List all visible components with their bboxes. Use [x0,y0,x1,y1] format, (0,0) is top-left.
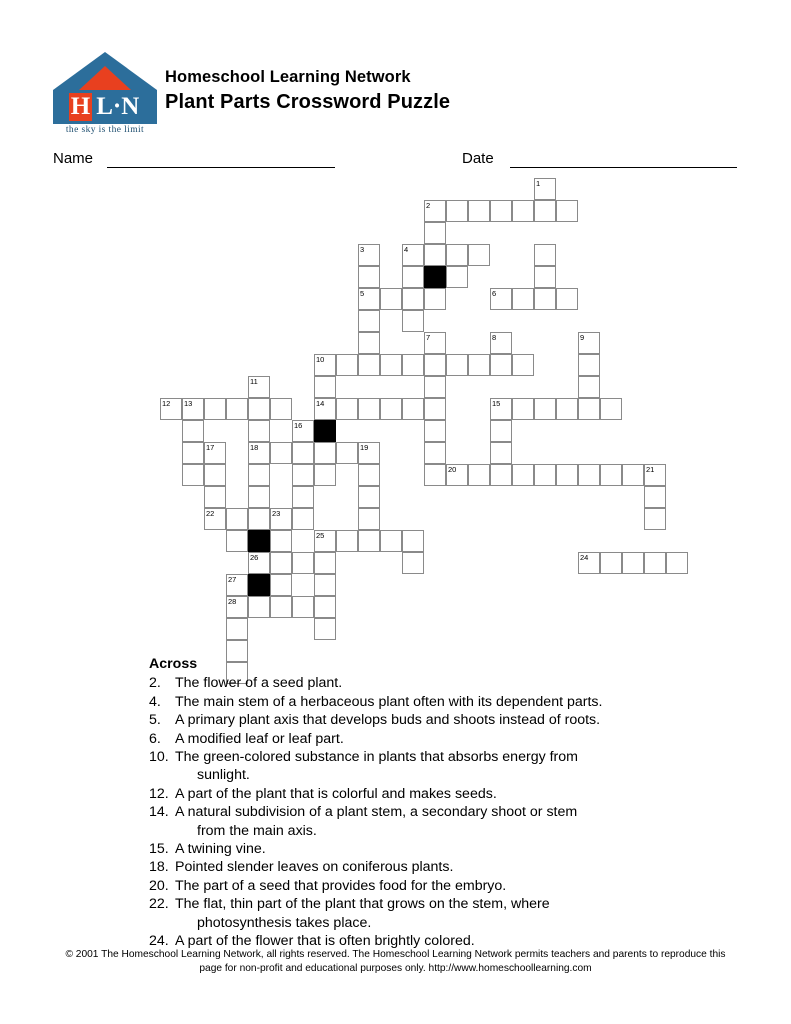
crossword-cell[interactable] [578,332,600,354]
crossword-cell[interactable] [314,398,336,420]
crossword-cell[interactable] [490,200,512,222]
crossword-cell[interactable] [314,530,336,552]
crossword-cell[interactable] [424,332,446,354]
crossword-cell[interactable] [424,222,446,244]
across-clue [149,748,709,785]
cell-number: 14 [316,399,325,408]
crossword-cell[interactable] [314,552,336,574]
across-clue [149,858,709,876]
clue-number: 24. [149,933,169,950]
across-clue [149,803,709,840]
crossword-cell[interactable] [534,398,556,420]
clue-number: 14. [149,804,169,821]
crossword-cell[interactable] [292,552,314,574]
crossword-cell[interactable] [336,530,358,552]
crossword-cell[interactable] [644,552,666,574]
crossword-cell[interactable] [292,464,314,486]
clue-text: A part of the plant that is colorful and makes seeds. [175,785,497,802]
crossword-cell[interactable] [490,332,512,354]
crossword-cell[interactable] [270,398,292,420]
crossword-cell[interactable] [424,442,446,464]
crossword-cell[interactable] [534,288,556,310]
cell-number: 24 [580,553,589,562]
clue-number: 18. [149,859,169,876]
crossword-cell[interactable] [424,376,446,398]
crossword-cell[interactable] [424,398,446,420]
crossword-cell[interactable] [446,464,468,486]
crossword-cell[interactable] [534,244,556,266]
clue-text: The flat, thin part of the plant that grows on the stem, where photosynthesis takes place. [175,895,709,932]
crossword-cell[interactable] [490,398,512,420]
crossword-cell[interactable] [578,376,600,398]
crossword-cell[interactable] [358,486,380,508]
crossword-cell[interactable] [204,508,226,530]
crossword-cell[interactable] [358,398,380,420]
crossword-cell[interactable] [402,530,424,552]
crossword-cell[interactable] [292,596,314,618]
org-title: Homeschool Learning Network [165,68,411,86]
crossword-cell[interactable] [578,354,600,376]
crossword-cell[interactable] [534,200,556,222]
crossword-cell[interactable] [292,508,314,530]
crossword-cell[interactable] [600,552,622,574]
crossword-cell[interactable] [556,288,578,310]
crossword-cell[interactable] [490,442,512,464]
crossword-cell[interactable] [512,288,534,310]
crossword-cell[interactable] [314,618,336,640]
crossword-cell[interactable] [468,464,490,486]
crossword-cell[interactable] [380,288,402,310]
across-clue [149,711,709,729]
crossword-cell[interactable] [182,398,204,420]
crossword-cell[interactable] [226,398,248,420]
crossword-cell[interactable] [270,530,292,552]
crossword-cell[interactable] [622,552,644,574]
clue-number: 4. [149,693,161,710]
across-clue [149,674,709,692]
crossword-cell[interactable] [270,508,292,530]
clue-text-continued: photosynthesis takes place. [197,914,372,931]
crossword-cell[interactable] [270,596,292,618]
clue-text-continued: sunlight. [197,767,250,784]
crossword-cell[interactable] [490,420,512,442]
crossword-cell[interactable] [248,596,270,618]
cell-number: 19 [360,443,369,452]
crossword-cell[interactable] [292,486,314,508]
crossword-cell[interactable] [512,200,534,222]
cell-number: 18 [250,443,259,452]
clue-text: A primary plant axis that develops buds and shoots instead of roots. [175,712,601,729]
crossword-blocked-cell [248,530,270,552]
clue-number: 2. [149,675,161,692]
crossword-cell[interactable] [358,354,380,376]
crossword-cell[interactable] [270,442,292,464]
across-clue [149,730,709,748]
crossword-cell[interactable] [666,552,688,574]
crossword-cell[interactable] [600,398,622,420]
crossword-cell[interactable] [292,420,314,442]
crossword-cell[interactable] [424,244,446,266]
clue-text: A modified leaf or leaf part. [175,730,344,747]
across-clue [149,785,709,803]
crossword-cell[interactable] [446,200,468,222]
crossword-cell[interactable] [226,508,248,530]
crossword-cell[interactable] [358,508,380,530]
crossword-cell[interactable] [578,398,600,420]
crossword-cell[interactable] [446,354,468,376]
crossword-cell[interactable] [182,420,204,442]
crossword-cell[interactable] [336,442,358,464]
cell-number: 27 [228,575,237,584]
crossword-cell[interactable] [358,464,380,486]
logo-letter-ln: L·N [96,93,140,120]
crossword-cell[interactable] [226,618,248,640]
logo-letter-h: H [70,93,91,120]
cell-number: 17 [206,443,215,452]
cell-number: 3 [360,245,365,254]
clue-text: Pointed slender leaves on coniferous plants. [175,859,454,876]
crossword-cell[interactable] [248,420,270,442]
cell-number: 6 [492,289,497,298]
cell-number: 22 [206,509,215,518]
clue-text: A twining vine. [175,841,266,858]
cell-number: 15 [492,399,501,408]
crossword-cell[interactable] [358,310,380,332]
footer-line-2: page for non-profit and educational purposes only. http://www.homeschoollearning.com [199,962,592,974]
clue-text-continued: from the main axis. [197,822,317,839]
crossword-cell[interactable] [424,200,446,222]
cell-number: 12 [162,399,171,408]
across-clue [149,693,709,711]
crossword-blocked-cell [424,266,446,288]
crossword-cell[interactable] [600,464,622,486]
crossword-cell[interactable] [204,398,226,420]
clue-number: 6. [149,730,161,747]
crossword-cell[interactable] [644,464,666,486]
crossword-cell[interactable] [314,464,336,486]
cell-number: 4 [404,245,409,254]
crossword-cell[interactable] [534,266,556,288]
clue-text: A natural subdivision of a plant stem, a secondary shoot or stem from the main axis. [175,803,709,840]
crossword-cell[interactable] [358,288,380,310]
across-clue-list [149,674,709,950]
cell-number: 10 [316,355,325,364]
clue-text: The main stem of a herbaceous plant often with its dependent parts. [175,693,603,710]
crossword-cell[interactable] [314,376,336,398]
cell-number: 5 [360,289,365,298]
crossword-cell[interactable] [424,354,446,376]
crossword-cell[interactable] [358,332,380,354]
clue-text: A part of the flower that is often brightly colored. [175,933,475,950]
clue-number: 12. [149,785,169,802]
cell-number: 13 [184,399,193,408]
crossword-cell[interactable] [226,596,248,618]
cell-number: 23 [272,509,281,518]
crossword-cell[interactable] [182,464,204,486]
crossword-cell[interactable] [204,442,226,464]
cell-number: 28 [228,597,237,606]
clue-number: 5. [149,712,161,729]
crossword-cell[interactable] [402,354,424,376]
clue-text: The flower of a seed plant. [175,675,343,692]
crossword-cell[interactable] [424,288,446,310]
crossword-cell[interactable] [490,464,512,486]
cell-number: 21 [646,465,655,474]
crossword-cell[interactable] [226,574,248,596]
crossword-cell[interactable] [380,354,402,376]
crossword-cell[interactable] [226,530,248,552]
crossword-cell[interactable] [336,354,358,376]
crossword-cell[interactable] [248,552,270,574]
crossword-cell[interactable] [424,464,446,486]
across-clue [149,895,709,932]
crossword-cell[interactable] [314,354,336,376]
crossword-cell[interactable] [622,464,644,486]
crossword-cell[interactable] [468,244,490,266]
crossword-cell[interactable] [468,354,490,376]
crossword-cell[interactable] [402,288,424,310]
crossword-cell[interactable] [292,442,314,464]
crossword-cell[interactable] [534,178,556,200]
crossword-cell[interactable] [644,508,666,530]
clue-number: 10. [149,749,169,766]
crossword-cell[interactable] [358,266,380,288]
crossword-cell[interactable] [204,464,226,486]
crossword-blocked-cell [248,574,270,596]
crossword-cell[interactable] [578,464,600,486]
crossword-cell[interactable] [270,552,292,574]
footer-line-1: © 2001 The Homeschool Learning Network, all rights reserved. The Homeschool Learning Network permits teachers and parents to reproduce this [65,949,726,960]
clue-number: 15. [149,841,169,858]
crossword-cell[interactable] [358,530,380,552]
crossword-cell[interactable] [644,486,666,508]
crossword-cell[interactable] [336,398,358,420]
crossword-blocked-cell [314,420,336,442]
logo-tagline: the sky is the limit [65,125,145,135]
cell-number: 25 [316,531,325,540]
cell-number: 20 [448,465,457,474]
crossword-cell[interactable] [556,398,578,420]
crossword-cell[interactable] [380,530,402,552]
page-footer [0,948,791,975]
crossword-cell[interactable] [204,486,226,508]
crossword-cell[interactable] [314,596,336,618]
crossword-cell[interactable] [468,200,490,222]
crossword-cell[interactable] [402,398,424,420]
crossword-cell[interactable] [248,486,270,508]
crossword-cell[interactable] [402,310,424,332]
across-clue [149,877,709,895]
cell-number: 11 [250,377,258,386]
crossword-cell[interactable] [248,376,270,398]
cell-number: 7 [426,333,431,342]
crossword-cell[interactable] [446,244,468,266]
clue-number: 22. [149,896,169,913]
crossword-cell[interactable] [490,354,512,376]
crossword-cell[interactable] [248,464,270,486]
clue-number: 20. [149,877,169,894]
cell-number: 9 [580,333,585,342]
crossword-cell[interactable] [402,266,424,288]
crossword-cell[interactable] [248,398,270,420]
across-clue [149,840,709,858]
crossword-cell[interactable] [358,442,380,464]
cell-number: 8 [492,333,497,342]
cell-number: 26 [250,553,259,562]
crossword-cell[interactable] [248,508,270,530]
crossword-cell[interactable] [270,574,292,596]
crossword-cell[interactable] [446,266,468,288]
crossword-cell[interactable] [490,288,512,310]
crossword-cell[interactable] [512,464,534,486]
name-label: Name [53,150,94,167]
crossword-cell[interactable] [314,574,336,596]
crossword-cell[interactable] [534,464,556,486]
crossword-cell[interactable] [380,398,402,420]
across-heading: Across [149,656,198,672]
crossword-cell[interactable] [556,200,578,222]
cell-number: 1 [536,179,541,188]
cell-number: 2 [426,201,431,210]
crossword-cell[interactable] [182,442,204,464]
crossword-cell[interactable] [358,244,380,266]
clue-text: The part of a seed that provides food for the embryo. [175,877,507,894]
crossword-cell[interactable] [556,464,578,486]
crossword-cell[interactable] [314,442,336,464]
crossword-cell[interactable] [402,552,424,574]
clue-text: The green-colored substance in plants that absorbs energy from sunlight. [175,748,709,785]
cell-number: 16 [294,421,303,430]
crossword-cell[interactable] [248,442,270,464]
date-label: Date [462,150,494,167]
crossword-cell[interactable] [424,420,446,442]
crossword-cell[interactable] [578,552,600,574]
page-title: Plant Parts Crossword Puzzle [165,91,451,113]
crossword-cell[interactable] [512,398,534,420]
crossword-cell[interactable] [512,354,534,376]
crossword-cell[interactable] [402,244,424,266]
clues-section [149,655,709,951]
crossword-cell[interactable] [160,398,182,420]
